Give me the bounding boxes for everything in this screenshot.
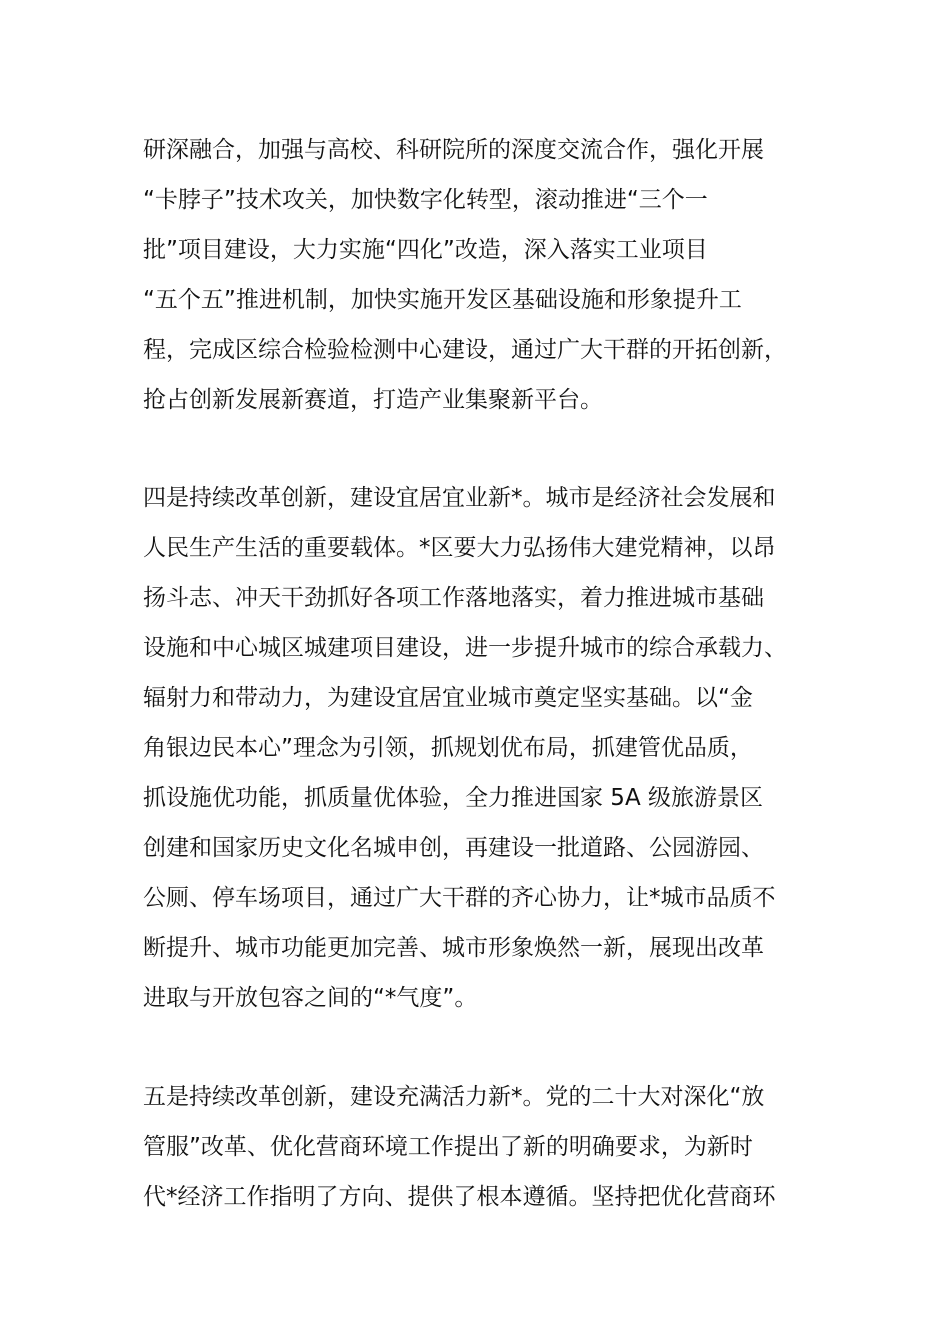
text-line: 扬斗志、冲天干劲抓好各项工作落地落实，着力推进城市基础 [143, 585, 764, 611]
text-line: 公厕、停车场项目，通过广大干群的齐心协力，让*城市品质不 [143, 885, 776, 911]
text-line: 进取与开放包容之间的“*气度”。 [143, 985, 478, 1011]
text-line: 管服”改革、优化营商环境工作提出了新的明确要求，为新时 [143, 1134, 753, 1160]
text-line: 代*经济工作指明了方向、提供了根本遵循。坚持把优化营商环 [143, 1184, 776, 1210]
text-line: 研深融合，加强与高校、科研院所的深度交流合作，强化开展 [143, 137, 764, 163]
text-line: 五是持续改革创新，建设充满活力新*。党的二十大对深化“放 [143, 1084, 765, 1110]
text-line: 人民生产生活的重要载体。*区要大力弘扬伟大建党精神，以昂 [143, 535, 776, 561]
text-line: 辐射力和带动力，为建设宜居宜业城市奠定坚实基础。以“金 [143, 685, 753, 711]
text-line: 创建和国家历史文化名城申创，再建设一批道路、公园游园、 [143, 835, 764, 861]
text-line: 断提升、城市功能更加完善、城市形象焕然一新，展现出改革 [143, 935, 764, 961]
text-line: 角银边民本心”理念为引领，抓规划优布局，抓建管优品质， [143, 735, 753, 761]
text-line: 程，完成区综合检验检测中心建设，通过广大干群的开拓创新， [143, 337, 787, 363]
text-line: “卡脖子”技术攻关，加快数字化转型，滚动推进“三个一 [143, 187, 708, 213]
text-line: “五个五”推进机制，加快实施开发区基础设施和形象提升工 [143, 287, 742, 313]
text-line: 批”项目建设，大力实施“四化”改造，深入落实工业项目 [143, 237, 708, 263]
text-line: 抓设施优功能，抓质量优体验，全力推进国家 5A 级旅游景区 [143, 785, 763, 811]
text-line: 抢占创新发展新赛道，打造产业集聚新平台。 [143, 387, 603, 413]
text-line: 四是持续改革创新，建设宜居宜业新*。城市是经济社会发展和 [143, 485, 776, 511]
text-line: 设施和中心城区城建项目建设，进一步提升城市的综合承载力、 [143, 635, 787, 661]
